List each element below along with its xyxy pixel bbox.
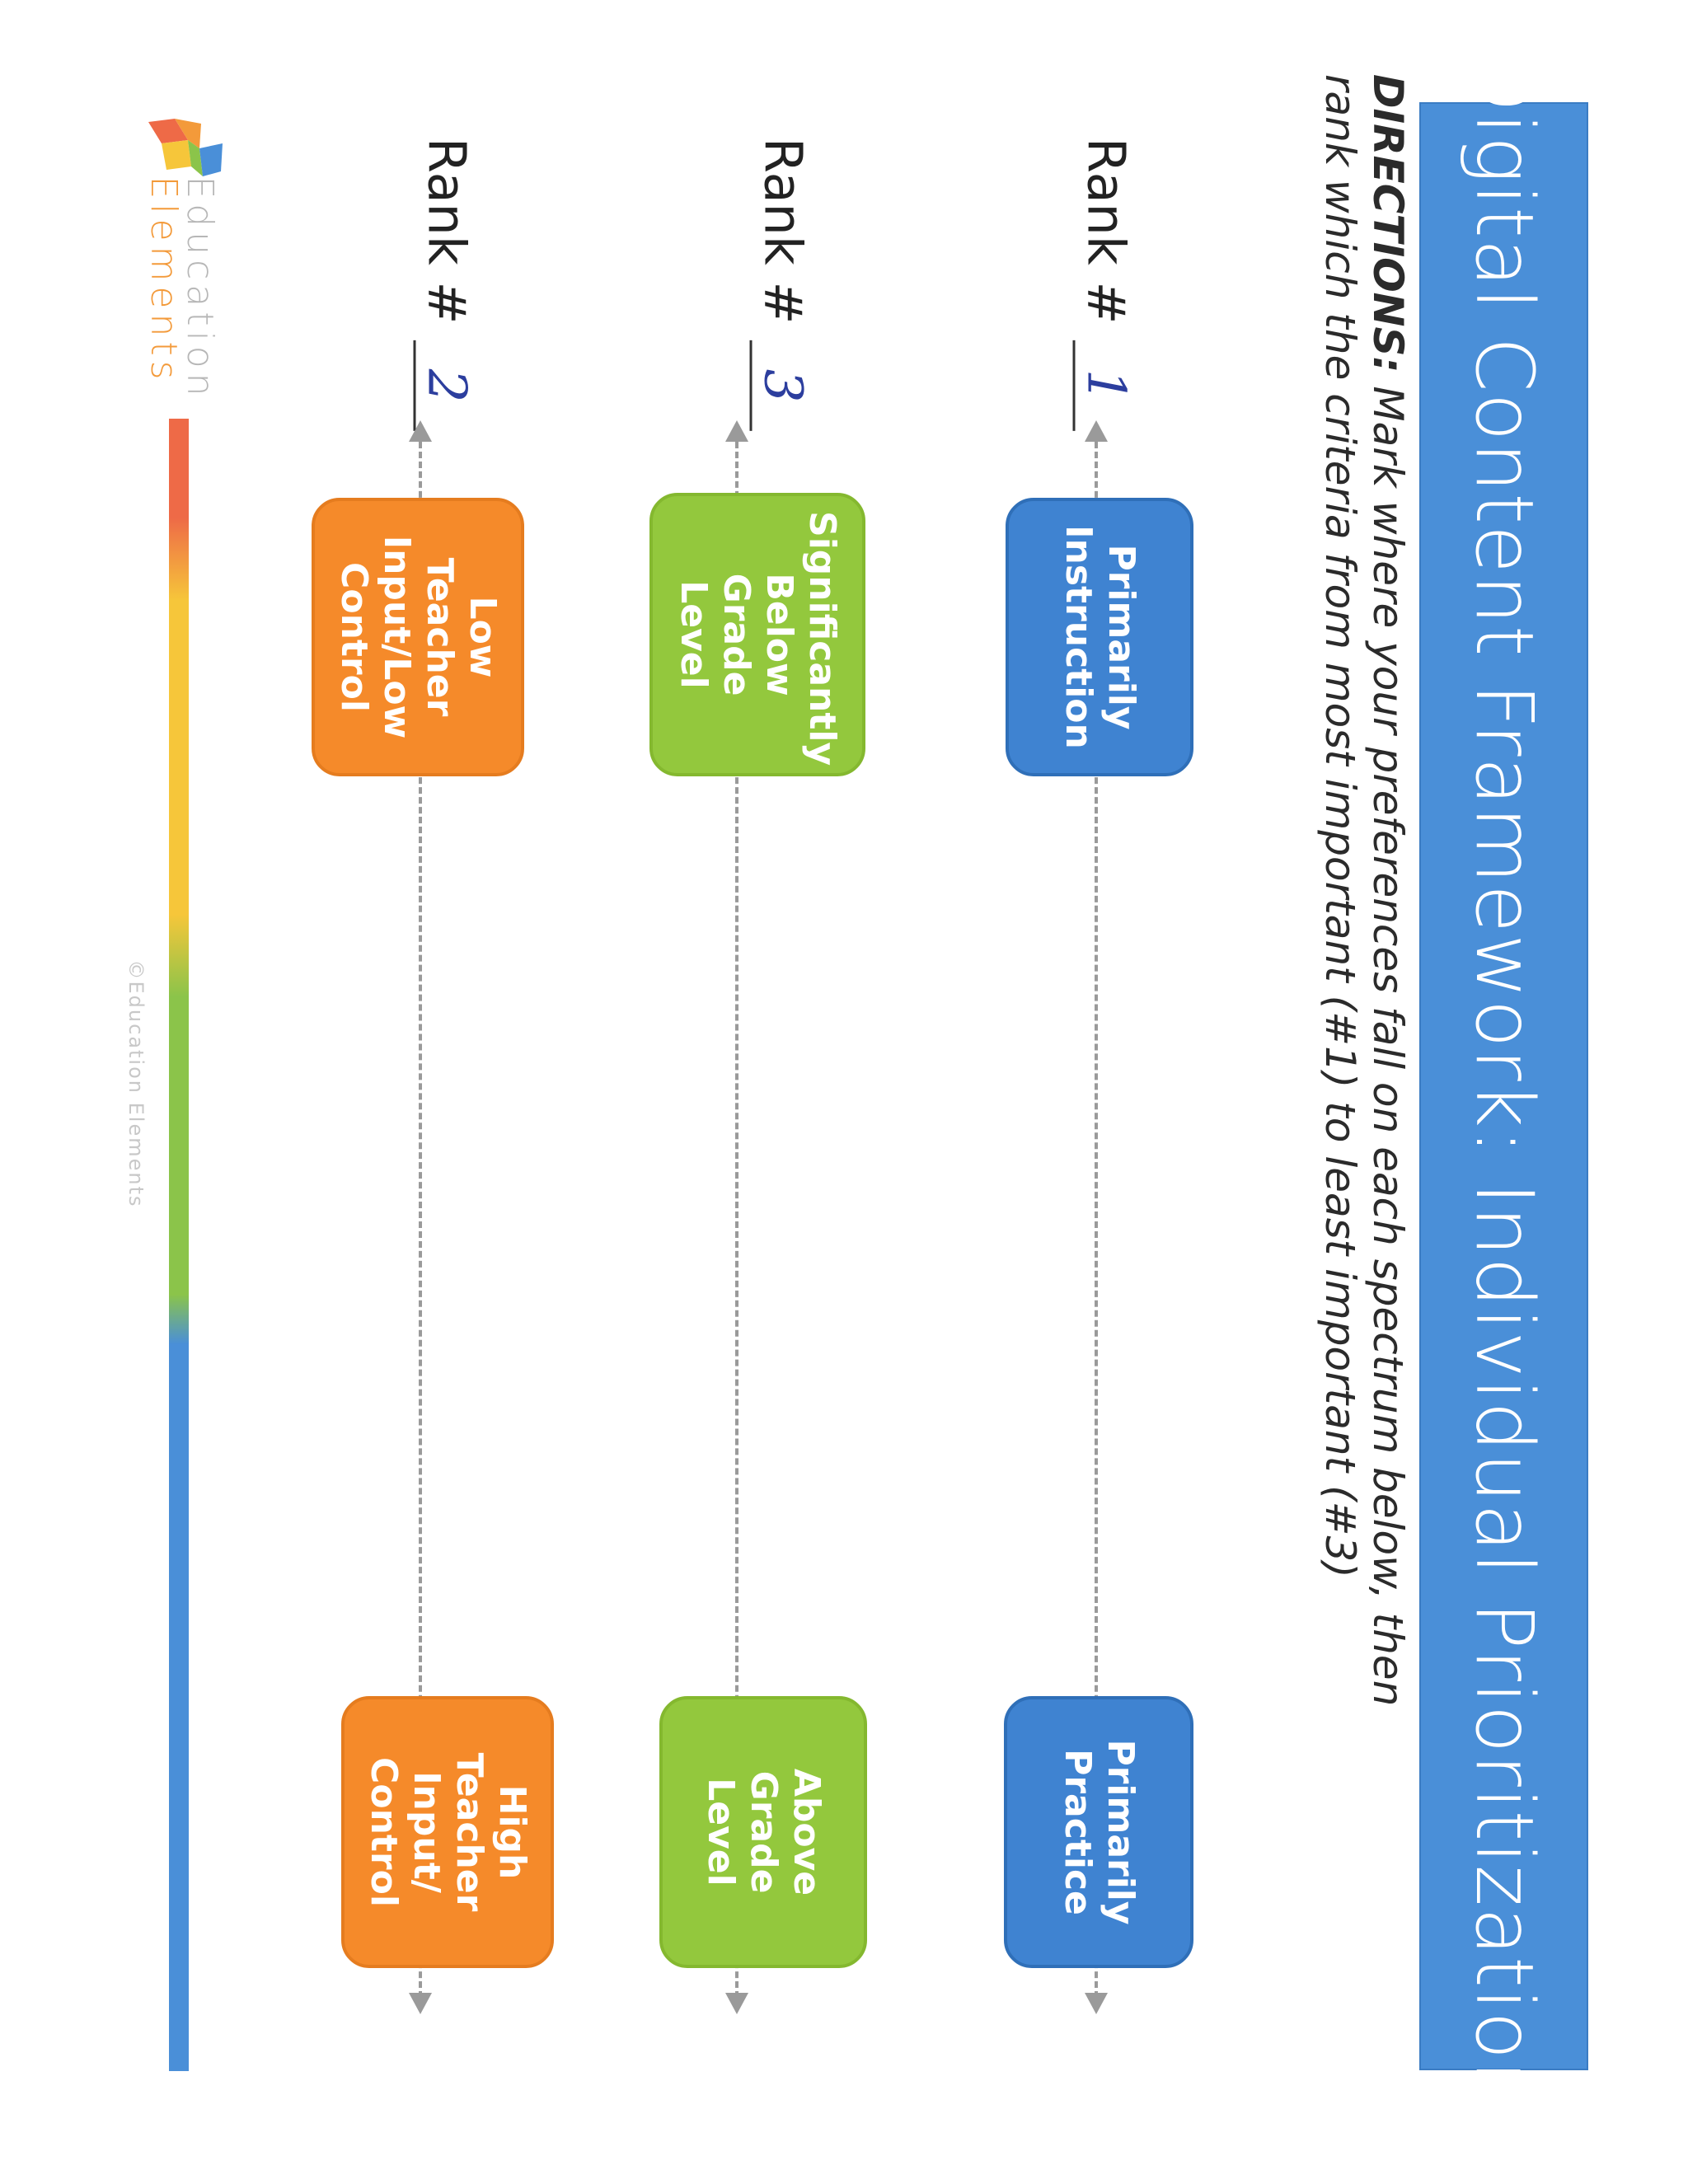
directions-label: DIRECTIONS: <box>1364 74 1412 373</box>
arrow-up-icon <box>409 420 432 442</box>
rank-label-1 <box>1073 138 1137 431</box>
education-elements-logo-icon <box>142 115 227 185</box>
rank-label-2 <box>750 138 814 431</box>
rank-prefix: Rank # <box>753 137 814 325</box>
directions-text <box>1316 74 1412 1805</box>
spectrum-1-right-box[interactable] <box>1004 1696 1193 1968</box>
spectrum-1-left-label: Primarily Instruction <box>1057 525 1142 749</box>
arrow-up-icon <box>725 420 748 442</box>
rank-input-2[interactable]: 3 <box>750 340 814 431</box>
arrow-down-icon <box>1085 1993 1108 2014</box>
spectrum-2-right-label: Above Grade Level <box>700 1768 828 1896</box>
arrow-down-icon <box>725 1993 748 2014</box>
footer-text: ©Education Elements <box>124 959 148 1208</box>
rank-label-3 <box>414 138 477 431</box>
color-bar <box>169 419 189 2071</box>
spectrum-3-right-box[interactable] <box>341 1696 554 1968</box>
spectrum-1-right-label: Primarily Practice <box>1057 1739 1142 1925</box>
rank-input-1[interactable]: 1 <box>1073 340 1137 431</box>
rank-prefix: Rank # <box>1076 137 1137 325</box>
arrow-up-icon <box>1085 420 1108 442</box>
spectrum-2-right-box[interactable] <box>659 1696 867 1968</box>
rank-input-3[interactable]: 2 <box>414 340 477 431</box>
spectrum-1-left-box[interactable] <box>1006 498 1193 776</box>
spectrum-2-left-box[interactable] <box>649 493 865 776</box>
spectrum-3-left-box[interactable] <box>312 498 524 776</box>
arrow-down-icon <box>409 1993 432 2014</box>
spectrum-3-left-label: Low Teacher Input/Low Control <box>333 535 504 739</box>
brand-line-1: Education <box>179 176 221 401</box>
rank-prefix: Rank # <box>416 137 477 325</box>
page-title: Digital Content Framework: Individual Prioritization <box>1458 51 1550 2111</box>
spectrum-3-right-label: High Teacher Input/ Control <box>363 1752 533 1912</box>
brand-name <box>143 176 221 401</box>
brand-line-2: Elements <box>143 176 185 385</box>
directions-body: Mark where your preferences fall on each spectrum below, then rank which the criteria from most important (#1) to least important (#3) <box>1316 74 1412 1707</box>
spectrum-2-left-label: Significantly Below Grade Level <box>673 511 843 766</box>
